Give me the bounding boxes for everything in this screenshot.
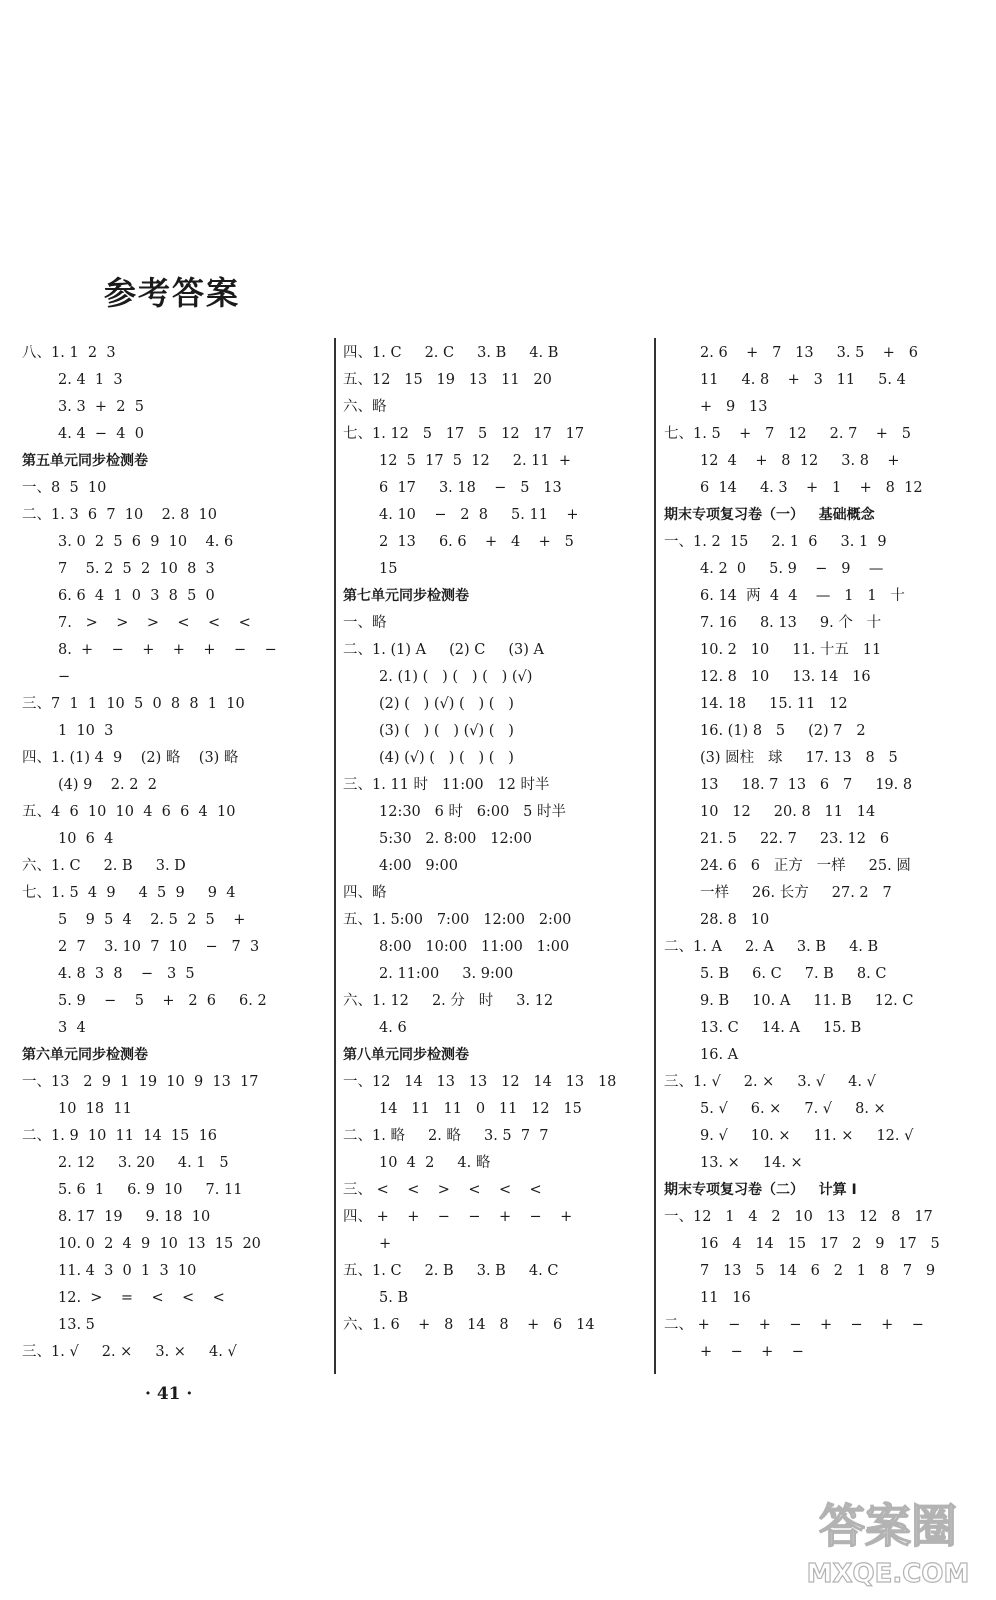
- answer-line: 2 7 3. 10 7 10 − 7 3: [58, 939, 260, 955]
- answer-line: 二、1. (1) A (2) C (3) A: [343, 642, 545, 658]
- answer-line: 一、12 1 4 2 10 13 12 8 17: [664, 1209, 933, 1225]
- answer-line: 4. 8 3 8 − 3 5: [58, 966, 195, 982]
- answer-line: 5 9 5 4 2. 5 2 5 +: [58, 912, 246, 928]
- answer-line: 12:30 6 时 6:00 5 时半: [379, 804, 566, 820]
- page-title: 参考答案: [104, 274, 241, 312]
- answer-line: 5. B 6. C 7. B 8. C: [700, 966, 887, 982]
- answer-line: 一、略: [343, 615, 387, 631]
- answer-line: 六、略: [343, 399, 387, 415]
- answer-line: 二、1. 略 2. 略 3. 5 7 7: [343, 1128, 549, 1144]
- column-divider-left: [334, 338, 336, 1374]
- answer-line: 7. 16 8. 13 9. 个 十: [700, 615, 882, 631]
- section-heading: 期末专项复习卷（二） 计算 I: [664, 1182, 857, 1198]
- answer-line: 三、1. √ 2. × 3. × 4. √: [22, 1344, 237, 1360]
- answer-line: 13. C 14. A 15. B: [700, 1020, 862, 1036]
- svg-text:答案圈: 答案圈: [819, 1499, 957, 1553]
- answer-line: 2. 11:00 3. 9:00: [379, 966, 514, 982]
- answer-line: 一、13 2 9 1 19 10 9 13 17: [22, 1074, 259, 1090]
- answer-line: 13. × 14. ×: [700, 1155, 803, 1171]
- section-heading: 第八单元同步检测卷: [343, 1047, 469, 1063]
- answer-line: 16. (1) 8 5 (2) 7 2: [700, 723, 866, 739]
- answer-line: 21. 5 22. 7 23. 12 6: [700, 831, 890, 847]
- answer-line: 三、1. 11 时 11:00 12 时半: [343, 777, 550, 793]
- answer-column-1: [22, 340, 334, 1372]
- answer-line: 8. 17 19 9. 18 10: [58, 1209, 211, 1225]
- answer-line: 五、4 6 10 10 4 6 6 4 10: [22, 804, 236, 820]
- answer-line: 6. 14 两 4 4 — 1 1 十: [700, 588, 905, 604]
- answer-line: 12. 8 10 13. 14 16: [700, 669, 871, 685]
- answer-line: 24. 6 6 正方 一样 25. 圆: [700, 858, 911, 874]
- answer-line: 二、 + − + − + − + −: [664, 1317, 924, 1333]
- answer-line: (3) ( ) ( ) (√) ( ): [379, 723, 514, 739]
- answer-line: 6. 6 4 1 0 3 8 5 0: [58, 588, 215, 604]
- answer-line: 14 11 11 0 11 12 15: [379, 1101, 582, 1117]
- answer-line: 13. 5: [58, 1317, 95, 1333]
- answer-line: 7. > > > < < <: [58, 615, 251, 631]
- answer-line: 四、略: [343, 885, 387, 901]
- answer-line: 5. √ 6. × 7. √ 8. ×: [700, 1101, 886, 1117]
- answer-line: 28. 8 10: [700, 912, 770, 928]
- answer-line: 四、1. (1) 4 9 (2) 略 (3) 略: [22, 750, 239, 766]
- answer-line: 4:00 9:00: [379, 858, 458, 874]
- answer-line: 四、1. C 2. C 3. B 4. B: [343, 345, 559, 361]
- answer-line: 四、 + + − − + − +: [343, 1209, 573, 1225]
- answer-line: 11 4. 8 + 3 11 5. 4: [700, 372, 906, 388]
- section-heading: 期末专项复习卷（一） 基础概念: [664, 507, 875, 523]
- answer-line: (3) 圆柱 球 17. 13 8 5: [700, 750, 898, 766]
- answer-line: 10 12 20. 8 11 14: [700, 804, 876, 820]
- answer-line: 3. 3 + 2 5: [58, 399, 144, 415]
- answer-line: 一、12 14 13 13 12 14 13 18: [343, 1074, 617, 1090]
- answer-line: 八、1. 1 2 3: [22, 345, 116, 361]
- answer-line: 五、1. 5:00 7:00 12:00 2:00: [343, 912, 572, 928]
- answer-line: 4. 10 − 2 8 5. 11 +: [379, 507, 579, 523]
- answer-line: 11. 4 3 0 1 3 10: [58, 1263, 197, 1279]
- answer-line: 一样 26. 长方 27. 2 7: [700, 885, 892, 901]
- answer-line: 2. 4 1 3: [58, 372, 123, 388]
- answer-column-3: [664, 340, 978, 1372]
- answer-line: 5. 9 − 5 + 2 6 6. 2: [58, 993, 267, 1009]
- answer-column-2: [343, 340, 653, 1372]
- answer-line: 5:30 2. 8:00 12:00: [379, 831, 533, 847]
- answer-line: 5. B: [379, 1290, 409, 1306]
- answer-line: 二、1. 9 10 11 14 15 16: [22, 1128, 218, 1144]
- watermark-logo: [790, 1490, 986, 1590]
- answer-line: 三、 < < > < < <: [343, 1182, 542, 1198]
- answer-line: 一、1. 2 15 2. 1 6 3. 1 9: [664, 534, 887, 550]
- answer-line: 4. 2 0 5. 9 − 9 —: [700, 561, 884, 577]
- answer-line: 3. 0 2 5 6 9 10 4. 6: [58, 534, 234, 550]
- answer-line: 六、1. 6 + 8 14 8 + 6 14: [343, 1317, 595, 1333]
- answer-line: 六、1. 12 2. 分 时 3. 12: [343, 993, 554, 1009]
- answer-line: 10. 2 10 11. 十五 11: [700, 642, 882, 658]
- answer-line: 五、1. C 2. B 3. B 4. C: [343, 1263, 559, 1279]
- answer-line: 4. 4 − 4 0: [58, 426, 144, 442]
- answer-line: 10. 0 2 4 9 10 13 15 20: [58, 1236, 261, 1252]
- answer-line: 12. > = < < <: [58, 1290, 225, 1306]
- section-heading: 第七单元同步检测卷: [343, 588, 469, 604]
- column-divider-right: [654, 338, 656, 1374]
- answer-line: 二、1. A 2. A 3. B 4. B: [664, 939, 879, 955]
- answer-line: 5. 6 1 6. 9 10 7. 11: [58, 1182, 243, 1198]
- answer-line: 4. 6: [379, 1020, 407, 1036]
- answer-line: 10 4 2 4. 略: [379, 1155, 491, 1171]
- answer-line: 七、1. 5 4 9 4 5 9 9 4: [22, 885, 236, 901]
- answer-line: 3 4: [58, 1020, 86, 1036]
- answer-line: 6 14 4. 3 + 1 + 8 12: [700, 480, 923, 496]
- answer-line: 二、1. 3 6 7 10 2. 8 10: [22, 507, 217, 523]
- answer-line: 12 4 + 8 12 3. 8 +: [700, 453, 900, 469]
- answer-line: + 9 13: [700, 399, 768, 415]
- answer-line: 11 16: [700, 1290, 751, 1306]
- answer-line: 12 5 17 5 12 2. 11 +: [379, 453, 571, 469]
- answer-line: 七、1. 5 + 7 12 2. 7 + 5: [664, 426, 911, 442]
- answer-line: 9. √ 10. × 11. × 12. √: [700, 1128, 914, 1144]
- answer-line: 2. (1) ( ) ( ) ( ) (√): [379, 669, 533, 685]
- answer-line: 10 18 11: [58, 1101, 132, 1117]
- answer-line: 三、7 1 1 10 5 0 8 8 1 10: [22, 696, 245, 712]
- answer-line: +: [379, 1236, 392, 1252]
- answer-line: 16 4 14 15 17 2 9 17 5: [700, 1236, 940, 1252]
- answer-line: 8:00 10:00 11:00 1:00: [379, 939, 570, 955]
- answer-line: (2) ( ) (√) ( ) ( ): [379, 696, 514, 712]
- answer-line: (4) 9 2. 2 2: [58, 777, 157, 793]
- page-number: · 41 ·: [145, 1384, 193, 1404]
- answer-line: 14. 18 15. 11 12: [700, 696, 848, 712]
- answer-line: 10 6 4: [58, 831, 114, 847]
- answer-line: 16. A: [700, 1047, 739, 1063]
- answer-line: (4) (√) ( ) ( ) ( ): [379, 750, 514, 766]
- answer-line: 15: [379, 561, 398, 577]
- answer-line: 七、1. 12 5 17 5 12 17 17: [343, 426, 585, 442]
- answer-line: 8. + − + + + − −: [58, 642, 277, 658]
- answer-line: 2 13 6. 6 + 4 + 5: [379, 534, 574, 550]
- answer-line: 6 17 3. 18 − 5 13: [379, 480, 562, 496]
- answer-line: 六、1. C 2. B 3. D: [22, 858, 186, 874]
- section-heading: 第六单元同步检测卷: [22, 1047, 148, 1063]
- answer-line: 五、12 15 19 13 11 20: [343, 372, 552, 388]
- answer-line: 7 5. 2 5 2 10 8 3: [58, 561, 215, 577]
- answer-line: 三、1. √ 2. × 3. √ 4. √: [664, 1074, 876, 1090]
- answer-line: 1 10 3: [58, 723, 114, 739]
- answer-line: 9. B 10. A 11. B 12. C: [700, 993, 914, 1009]
- section-heading: 第五单元同步检测卷: [22, 453, 148, 469]
- answer-line: 2. 6 + 7 13 3. 5 + 6: [700, 345, 918, 361]
- answer-line: −: [58, 669, 71, 685]
- answer-line: + − + −: [700, 1344, 804, 1360]
- svg-text:MXQE.COM: MXQE.COM: [806, 1559, 970, 1589]
- answer-line: 13 18. 7 13 6 7 19. 8: [700, 777, 913, 793]
- answer-line: 2. 12 3. 20 4. 1 5: [58, 1155, 229, 1171]
- answer-line: 一、8 5 10: [22, 480, 107, 496]
- answer-line: 7 13 5 14 6 2 1 8 7 9: [700, 1263, 936, 1279]
